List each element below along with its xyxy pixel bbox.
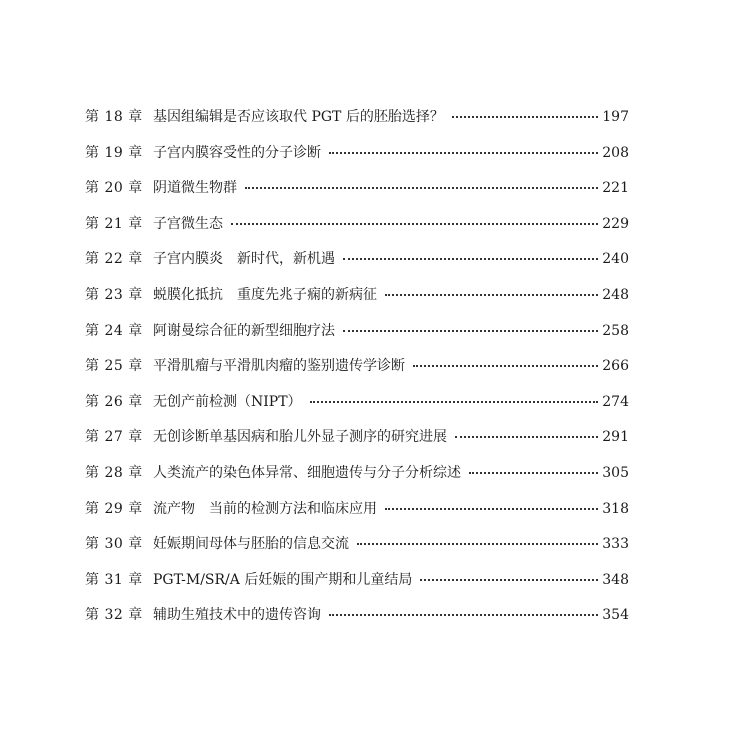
toc-entry[interactable] bbox=[85, 355, 629, 391]
page-number: 229 bbox=[602, 215, 629, 232]
chapter-number: 第 27 章 bbox=[85, 429, 143, 446]
dot-leader bbox=[385, 499, 598, 513]
dot-leader bbox=[452, 107, 598, 121]
chapter-number: 第 26 章 bbox=[85, 393, 143, 410]
dot-leader bbox=[469, 463, 598, 477]
toc-entry[interactable] bbox=[85, 533, 629, 569]
page-number: 197 bbox=[602, 109, 629, 125]
page-number: 208 bbox=[602, 144, 629, 161]
dot-leader bbox=[420, 570, 598, 584]
chapter-number: 第 21 章 bbox=[85, 215, 143, 232]
dot-leader bbox=[245, 178, 598, 192]
toc-entry[interactable] bbox=[85, 569, 629, 605]
chapter-title: 子宫微生态 bbox=[153, 215, 223, 232]
chapter-title: 流产物 当前的检测方法和临床应用 bbox=[153, 500, 377, 517]
page-number: 354 bbox=[602, 607, 629, 624]
dot-leader bbox=[231, 214, 598, 228]
toc-entry[interactable] bbox=[85, 498, 629, 534]
dot-leader bbox=[343, 321, 598, 335]
page-number: 274 bbox=[602, 393, 629, 410]
page-number: 333 bbox=[602, 536, 629, 553]
dot-leader bbox=[329, 605, 598, 619]
page-number: 305 bbox=[602, 464, 629, 481]
dot-leader bbox=[357, 534, 598, 548]
page-number: 240 bbox=[602, 251, 629, 268]
toc-entry[interactable] bbox=[85, 177, 629, 213]
page-number: 291 bbox=[602, 429, 629, 446]
chapter-number: 第 22 章 bbox=[85, 251, 143, 268]
chapter-number: 第 25 章 bbox=[85, 358, 143, 375]
dot-leader bbox=[455, 427, 598, 441]
dot-leader bbox=[413, 356, 598, 370]
chapter-title: 妊娠期间母体与胚胎的信息交流 bbox=[153, 536, 349, 553]
chapter-number: 第 30 章 bbox=[85, 536, 143, 553]
toc-entry[interactable] bbox=[85, 248, 629, 284]
chapter-title: 蜕膜化抵抗 重度先兆子痫的新病征 bbox=[153, 286, 377, 303]
chapter-title: 人类流产的染色体异常、细胞遗传与分子分析综述 bbox=[153, 464, 461, 481]
dot-leader bbox=[310, 392, 599, 406]
chapter-title: 无创诊断单基因病和胎儿外显子测序的研究进展 bbox=[153, 429, 447, 446]
chapter-title: 基因组编辑是否应该取代 PGT 后的胚胎选择？ bbox=[153, 109, 444, 125]
chapter-number: 第 18 章 bbox=[85, 109, 143, 125]
page-number: 318 bbox=[602, 500, 629, 517]
toc-entry[interactable] bbox=[85, 213, 629, 249]
dot-leader bbox=[385, 285, 598, 299]
page-number: 348 bbox=[602, 571, 629, 588]
dot-leader bbox=[343, 249, 598, 263]
chapter-number: 第 32 章 bbox=[85, 607, 143, 624]
page-number: 258 bbox=[602, 322, 629, 339]
chapter-number: 第 20 章 bbox=[85, 180, 143, 197]
chapter-title: 辅助生殖技术中的遗传咨询 bbox=[153, 607, 321, 624]
dot-leader bbox=[329, 143, 598, 157]
chapter-number: 第 23 章 bbox=[85, 286, 143, 303]
toc-entry[interactable] bbox=[85, 320, 629, 356]
chapter-number: 第 31 章 bbox=[85, 571, 143, 588]
chapter-title: 阴道微生物群 bbox=[153, 180, 237, 197]
toc-entry[interactable] bbox=[85, 391, 629, 427]
chapter-number: 第 19 章 bbox=[85, 144, 143, 161]
page-number: 266 bbox=[602, 358, 629, 375]
toc-entry[interactable] bbox=[85, 142, 629, 178]
page-number: 221 bbox=[602, 180, 629, 197]
page-number: 248 bbox=[602, 286, 629, 303]
chapter-title: 阿谢曼综合征的新型细胞疗法 bbox=[153, 322, 335, 339]
chapter-number: 第 24 章 bbox=[85, 322, 143, 339]
chapter-title: 子宫内膜容受性的分子诊断 bbox=[153, 144, 321, 161]
table-of-contents bbox=[85, 106, 629, 640]
toc-entry[interactable] bbox=[85, 426, 629, 462]
toc-entry[interactable] bbox=[85, 462, 629, 498]
chapter-title: 平滑肌瘤与平滑肌肉瘤的鉴别遗传学诊断 bbox=[153, 358, 405, 375]
toc-entry[interactable] bbox=[85, 604, 629, 640]
chapter-title: 子宫内膜炎 新时代，新机遇 bbox=[153, 251, 335, 268]
chapter-number: 第 29 章 bbox=[85, 500, 143, 517]
toc-entry[interactable] bbox=[85, 106, 629, 142]
chapter-title: 无创产前检测（NIPT） bbox=[153, 393, 302, 410]
chapter-title: PGT-M/SR/A 后妊娠的围产期和儿童结局 bbox=[153, 571, 413, 588]
toc-entry[interactable] bbox=[85, 284, 629, 320]
chapter-number: 第 28 章 bbox=[85, 464, 143, 481]
